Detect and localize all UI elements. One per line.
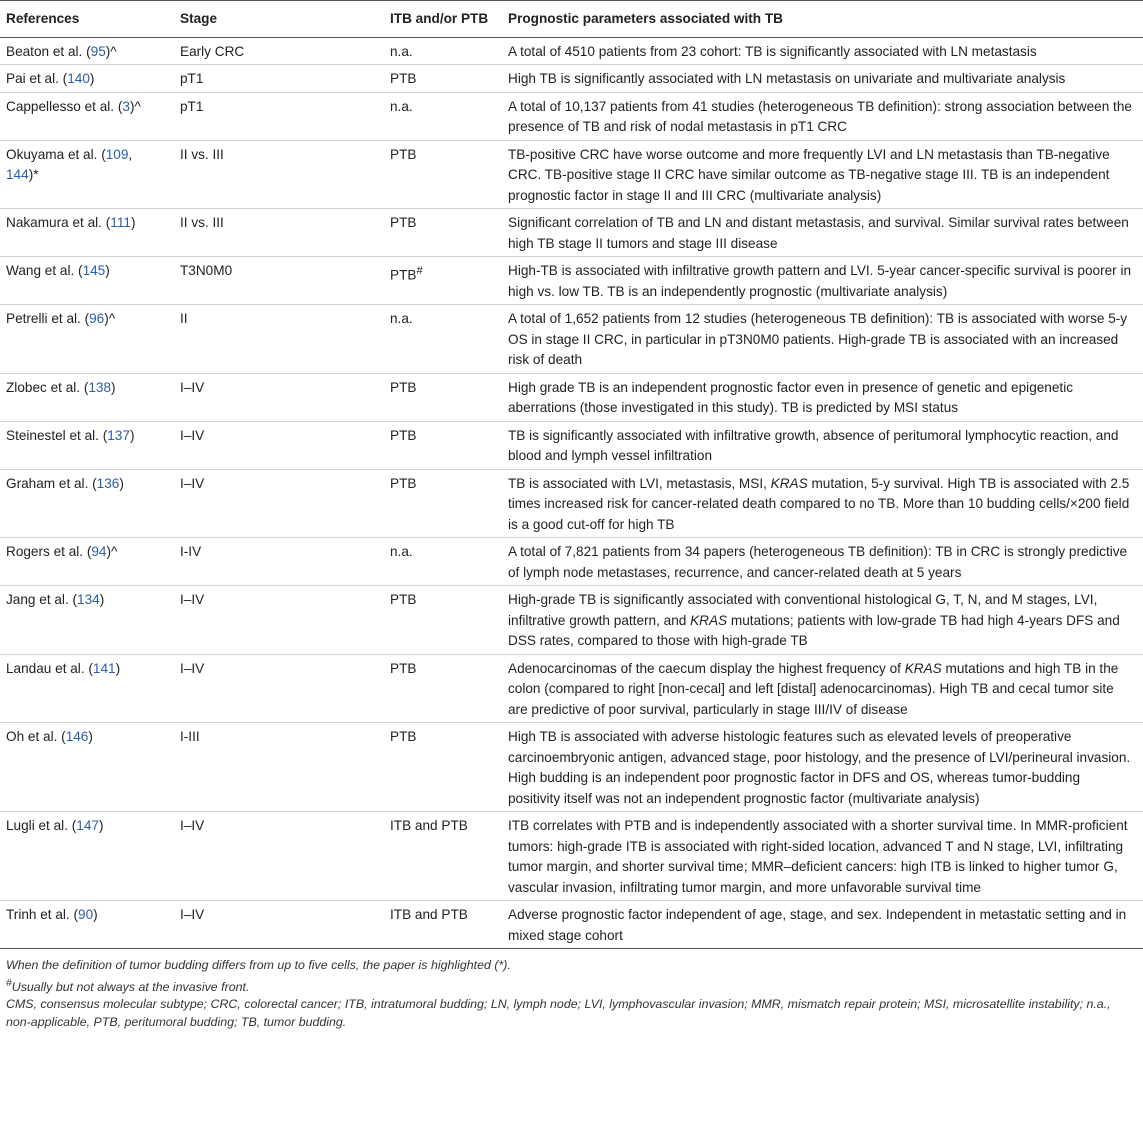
cell-text: ): [111, 379, 116, 395]
table-row: [0, 812, 1143, 901]
cell-parameters: [502, 812, 1143, 901]
cell-reference: [0, 469, 174, 538]
cell-parameters: [502, 92, 1143, 140]
cell-reference: [0, 421, 174, 469]
cell-reference: [0, 37, 174, 65]
citation-link[interactable]: 140: [67, 71, 90, 86]
header-references: References: [0, 1, 174, 38]
cell-reference: [0, 901, 174, 949]
cell-text: )^: [104, 311, 116, 326]
table-row: [0, 257, 1143, 305]
table-row: [0, 654, 1143, 723]
cell-text: ITB and PTB: [390, 907, 468, 922]
cell-parameters: [502, 209, 1143, 257]
cell-itb-ptb: [384, 37, 502, 65]
footnote-marker: #: [416, 265, 423, 277]
cell-text: ): [115, 660, 121, 676]
cell-reference: [0, 65, 174, 93]
cell-text: PTB: [390, 475, 417, 491]
citation-link[interactable]: 145: [82, 263, 106, 278]
cell-itb-ptb: [384, 209, 502, 257]
citation-link[interactable]: 146: [65, 729, 89, 744]
cell-text: ,: [128, 146, 133, 162]
cell-stage: I–IV: [174, 469, 384, 538]
cell-itb-ptb: [384, 812, 502, 901]
footnote-abbreviations: CMS, consensus molecular subtype; CRC, colorectal cancer; ITB, intratumoral budding; LN, lymph node; LVI, lymphovascular invasion; MMR, mismatch repair protein; MSI, microsatellite instability; n.a., non-applicable, PTB, peritumoral budding; TB, tumor budding.: [6, 997, 1111, 1029]
cell-text: ): [130, 215, 136, 230]
cell-itb-ptb: [384, 140, 502, 209]
cell-text: A total of 7,821 patients from 34 papers (heterogeneous TB definition): TB in CRC is strongly predictive of lymph node metastases, recurrence, and cancer-related death at 5 years: [508, 544, 1128, 580]
cell-text: ): [93, 907, 98, 922]
cell-text: n.a.: [390, 311, 413, 326]
cell-stage: I-IV: [174, 538, 384, 586]
cell-text: ITB and PTB: [390, 818, 468, 833]
cell-parameters: [502, 901, 1143, 949]
cell-text: Oh et al. (: [6, 729, 66, 744]
table-row: [0, 92, 1143, 140]
cell-text: Okuyama et al. (: [6, 146, 106, 162]
cell-text: ITB correlates with PTB and is independently associated with a shorter survival time. In MMR-proficient tumors: high-grade ITB is associated with right-sided location, advanced T and N stage, LVI, infiltrating tumor margin, and shorter survival time; MMR–deficient cancers: high ITB is linked to higher tumor G, vascular invasion, infiltrating tumor margin, and more unfavorable survival time: [508, 818, 1128, 895]
cell-itb-ptb: [384, 257, 502, 305]
cell-text: n.a.: [390, 43, 413, 59]
citation-link[interactable]: 96: [89, 311, 105, 326]
cell-text: TB-positive CRC have worse outcome and more frequently LVI and LN metastasis than TB-negative CRC. TB-positive stage II CRC have similar outcome as TB-negative stage III. TB is an independent prognostic factor in stage II and III CRC (multivariate analysis): [508, 146, 1110, 203]
cell-reference: [0, 140, 174, 209]
cell-itb-ptb: [384, 421, 502, 469]
cell-text: Cappellesso et al. (: [6, 98, 123, 114]
cell-reference: [0, 812, 174, 901]
citation-link[interactable]: 138: [88, 379, 112, 395]
citation-link[interactable]: 136: [96, 475, 120, 491]
cell-text: A total of 1,652 patients from 12 studies (heterogeneous TB definition): TB is associated with worse 5-y OS in stage II CRC, in particular in pT3N0M0 patients. High-grade TB is associated with an increased risk of death: [508, 311, 1128, 367]
cell-text: n.a.: [390, 98, 413, 114]
cell-parameters: [502, 140, 1143, 209]
cell-text: Adverse prognostic factor independent of age, stage, and sex. Independent in metastatic setting and in mixed stage cohort: [508, 907, 1127, 943]
cell-parameters: [502, 469, 1143, 538]
cell-text: Trinh et al. (: [6, 907, 79, 922]
cell-reference: [0, 257, 174, 305]
cell-parameters: [502, 305, 1143, 374]
citation-link[interactable]: 144: [6, 167, 29, 182]
cell-text: Landau et al. (: [6, 660, 93, 676]
cell-text: )^: [129, 98, 141, 114]
cell-stage: pT1: [174, 92, 384, 140]
cell-text: Rogers et al. (: [6, 544, 92, 559]
cell-text: Beaton et al. (: [6, 43, 91, 59]
cell-parameters: [502, 723, 1143, 812]
table-row: [0, 901, 1143, 949]
cell-itb-ptb: [384, 305, 502, 374]
footnote-hash: [6, 975, 1137, 997]
cell-itb-ptb: [384, 901, 502, 949]
cell-parameters: [502, 654, 1143, 723]
cell-text: High TB is significantly associated with LN metastasis on univariate and multivariate analysis: [508, 71, 1066, 86]
cell-text: PTB: [390, 215, 417, 230]
cell-stage: I–IV: [174, 901, 384, 949]
table-row: [0, 140, 1143, 209]
cell-text: TB is associated with LVI, metastasis, MSI,: [508, 475, 771, 491]
cell-parameters: [502, 65, 1143, 93]
cell-text: ): [119, 475, 124, 491]
table-header-row: [0, 1, 1143, 38]
cell-parameters: [502, 373, 1143, 421]
citation-link[interactable]: 134: [77, 592, 100, 607]
table-row: [0, 538, 1143, 586]
cell-text: n.a.: [390, 544, 413, 559]
cell-text: mutation, 5-y survival. High TB is associated with 2.5 times increased risk for cancer-related death compared to no TB. More than 10 budding cells/×200 field is a good cut-off for high TB: [508, 475, 1130, 532]
cell-text: ): [89, 71, 95, 86]
cell-text: Nakamura et al. (: [6, 215, 111, 230]
cell-reference: [0, 373, 174, 421]
cell-itb-ptb: [384, 538, 502, 586]
cell-itb-ptb: [384, 586, 502, 655]
citation-link[interactable]: 94: [91, 544, 107, 559]
cell-stage: I–IV: [174, 373, 384, 421]
footnote-hash-symbol: #: [6, 977, 12, 989]
citation-link[interactable]: 109: [105, 146, 129, 162]
cell-text: Pai et al. (: [6, 71, 68, 86]
cell-text: PTB: [390, 146, 417, 162]
cell-stage: Early CRC: [174, 37, 384, 65]
cell-text: Jang et al. (: [6, 592, 78, 607]
header-prognostic-parameters: Prognostic parameters associated with TB: [502, 1, 1143, 38]
cell-text: mutations; patients with low-grade TB had high 4-years DFS and DSS rates, compared to those with high-grade TB: [508, 612, 1120, 648]
cell-text: Petrelli et al. (: [6, 311, 90, 326]
cell-parameters: [502, 538, 1143, 586]
cell-text: Zlobec et al. (: [6, 379, 89, 395]
table-row: [0, 373, 1143, 421]
citation-link[interactable]: 147: [76, 818, 99, 833]
cell-parameters: [502, 257, 1143, 305]
cell-stage: II vs. III: [174, 140, 384, 209]
cell-text: PTB: [390, 379, 417, 395]
cell-text: High-TB is associated with infiltrative growth pattern and LVI. 5-year cancer-specific survival is poorer in high vs. low TB. TB is an independently prognostic (multivariate analysis): [508, 263, 1132, 299]
cell-text: Wang et al. (: [6, 263, 83, 278]
table-row: [0, 305, 1143, 374]
cell-stage: I–IV: [174, 812, 384, 901]
table-footnotes: [0, 949, 1143, 1032]
cell-text: A total of 4510 patients from 23 cohort: TB is significantly associated with LN metastasis: [508, 43, 1037, 59]
cell-stage: I-III: [174, 723, 384, 812]
table-row: [0, 209, 1143, 257]
cell-text: PTB: [390, 427, 417, 443]
table-row: [0, 469, 1143, 538]
cell-stage: I–IV: [174, 421, 384, 469]
citation-link[interactable]: 141: [92, 660, 116, 676]
cell-itb-ptb: [384, 92, 502, 140]
cell-reference: [0, 723, 174, 812]
cell-text: PTB: [390, 729, 417, 744]
cell-text: PTB: [390, 267, 417, 283]
citation-link[interactable]: 95: [90, 43, 106, 59]
cell-stage: pT1: [174, 65, 384, 93]
cell-stage: I–IV: [174, 586, 384, 655]
citation-link[interactable]: 111: [110, 215, 131, 230]
cell-parameters: [502, 421, 1143, 469]
cell-text: PTB: [390, 660, 417, 676]
cell-text: Significant correlation of TB and LN and distant metastasis, and survival. Similar survival rates between high TB stage II tumors and stage III disease: [508, 215, 1129, 251]
cell-text: High-grade TB is significantly associated with conventional histological G, T, N, and M stages, LVI, infiltrative growth pattern, and: [508, 592, 1098, 628]
gene-name: KRAS: [904, 660, 942, 676]
table-body: [0, 37, 1143, 949]
cell-text: )^: [105, 43, 117, 59]
cell-text: ): [88, 729, 93, 744]
table-row: [0, 723, 1143, 812]
cell-text: High grade TB is an independent prognostic factor even in presence of genetic and epigenetic aberrations (those investigated in this study). TB is predicted by MSI status: [508, 379, 1074, 415]
cell-reference: [0, 92, 174, 140]
header-itb-ptb: ITB and/or PTB: [384, 1, 502, 38]
table-row: [0, 37, 1143, 65]
gene-name: KRAS: [690, 612, 728, 628]
cell-reference: [0, 209, 174, 257]
citation-link[interactable]: 90: [78, 907, 94, 922]
cell-reference: [0, 586, 174, 655]
footnote-definition: When the definition of tumor budding differs from up to five cells, the paper is highlighted (*).: [6, 958, 511, 972]
cell-parameters: [502, 37, 1143, 65]
cell-text: High TB is associated with adverse histologic features such as elevated levels of preoperative carcinoembryonic antigen, advanced stage, poor histology, and the presence of LVI/perineural invasion. High budding is an independent poor prognostic factor in DFS and OS, whereas tumor-budding positivity itself was not an independent prognostic factor (multivariate analysis): [508, 729, 1131, 806]
cell-stage: II vs. III: [174, 209, 384, 257]
table-row: [0, 421, 1143, 469]
cell-reference: [0, 305, 174, 374]
cell-text: Steinestel et al. (: [6, 427, 108, 443]
cell-itb-ptb: [384, 723, 502, 812]
cell-parameters: [502, 586, 1143, 655]
cell-text: PTB: [390, 71, 417, 86]
citation-link[interactable]: 3: [122, 98, 130, 114]
cell-text: )^: [106, 544, 118, 559]
cell-stage: II: [174, 305, 384, 374]
cell-text: ): [99, 592, 105, 607]
cell-itb-ptb: [384, 654, 502, 723]
cell-itb-ptb: [384, 373, 502, 421]
cell-text: PTB: [390, 592, 417, 607]
cell-stage: I–IV: [174, 654, 384, 723]
table-row: [0, 586, 1143, 655]
cell-text: )*: [28, 167, 39, 182]
cell-text: ): [98, 818, 104, 833]
cell-reference: [0, 654, 174, 723]
footnote-hash-text: Usually but not always at the invasive front.: [11, 979, 250, 994]
cell-text: mutations and high TB in the colon (compared to right [non-cecal] and left [distal] adenocarcinomas). High TB and cecal tumor site are predictive of poor survival, particularly in stage III/IV of disease: [508, 660, 1119, 717]
cell-text: Adenocarcinomas of the caecum display the highest frequency of: [508, 660, 905, 676]
cell-text: A total of 10,137 patients from 41 studies (heterogeneous TB definition): strong association between the presence of TB and risk of nodal metastasis in pT1 CRC: [508, 98, 1132, 134]
table-row: [0, 65, 1143, 93]
cell-text: Lugli et al. (: [6, 818, 77, 833]
cell-text: Graham et al. (: [6, 475, 97, 491]
gene-name: KRAS: [770, 475, 808, 491]
citation-link[interactable]: 137: [107, 427, 130, 443]
header-stage: Stage: [174, 1, 384, 38]
cell-itb-ptb: [384, 469, 502, 538]
cell-text: TB is significantly associated with infiltrative growth, absence of peritumoral lymphocytic reaction, and blood and lymph vessel infiltration: [508, 427, 1119, 463]
cell-text: ): [105, 263, 110, 278]
cell-itb-ptb: [384, 65, 502, 93]
cell-stage: T3N0M0: [174, 257, 384, 305]
cell-reference: [0, 538, 174, 586]
cell-text: ): [129, 427, 135, 443]
